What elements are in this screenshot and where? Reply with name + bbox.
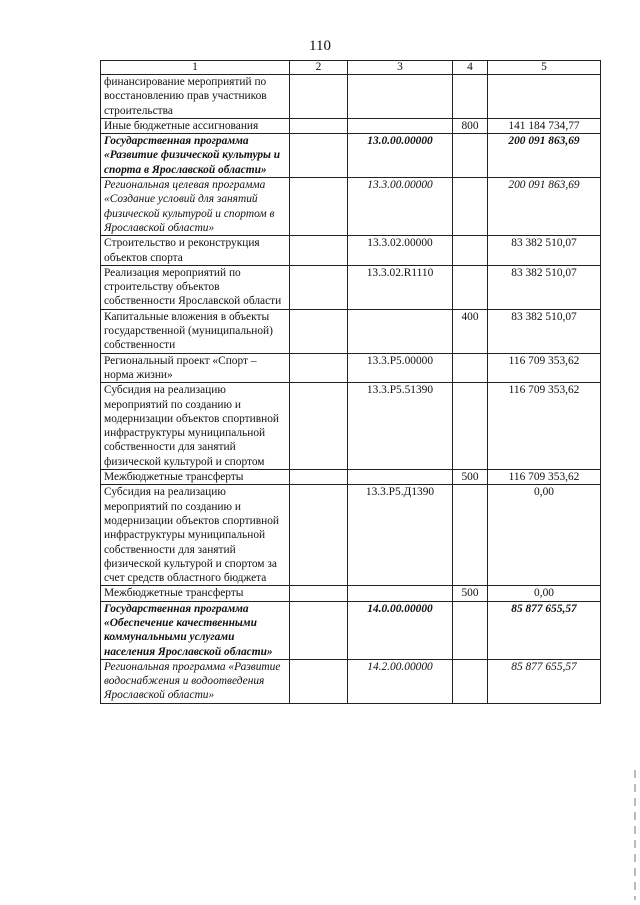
column-header-5: 5 bbox=[488, 61, 601, 75]
row-col2-cell bbox=[290, 601, 348, 659]
row-type-cell: 800 bbox=[453, 118, 488, 133]
row-type-cell bbox=[453, 75, 488, 119]
table-row bbox=[101, 75, 601, 119]
row-code-cell: 14.2.00.00000 bbox=[348, 659, 453, 703]
row-amount-cell bbox=[488, 75, 601, 119]
row-type-cell bbox=[453, 134, 488, 178]
column-header-1: 1 bbox=[101, 61, 290, 75]
row-col2-cell bbox=[290, 586, 348, 601]
row-name-cell: Региональная целевая программа «Создание условий для занятий физической культурой и спортом в Ярославской области» bbox=[101, 178, 290, 236]
row-col2-cell bbox=[290, 118, 348, 133]
row-type-cell bbox=[453, 601, 488, 659]
row-name-cell: Государственная программа «Обеспечение качественными коммунальными услугами населения Ярославской области» bbox=[101, 601, 290, 659]
row-col2-cell bbox=[290, 134, 348, 178]
row-col2-cell bbox=[290, 353, 348, 383]
row-name-cell: Субсидия на реализацию мероприятий по созданию и модернизации объектов спортивной инфраструктуры муниципальной собственности для занятий физической культурой и спортом bbox=[101, 383, 290, 470]
row-amount-cell: 116 709 353,62 bbox=[488, 470, 601, 485]
row-code-cell: 13.3.00.00000 bbox=[348, 178, 453, 236]
row-col2-cell bbox=[290, 659, 348, 703]
row-type-cell bbox=[453, 485, 488, 586]
row-code-cell bbox=[348, 309, 453, 353]
row-col2-cell bbox=[290, 383, 348, 470]
row-type-cell: 500 bbox=[453, 586, 488, 601]
row-type-cell bbox=[453, 383, 488, 470]
row-name-cell: финансирование мероприятий по восстановлению прав участников строительства bbox=[101, 75, 290, 119]
table-row bbox=[101, 265, 601, 309]
row-amount-cell: 83 382 510,07 bbox=[488, 265, 601, 309]
table-row bbox=[101, 470, 601, 485]
row-amount-cell: 83 382 510,07 bbox=[488, 236, 601, 266]
table-row bbox=[101, 309, 601, 353]
row-amount-cell: 85 877 655,57 bbox=[488, 601, 601, 659]
table-row bbox=[101, 601, 601, 659]
row-type-cell bbox=[453, 178, 488, 236]
row-col2-cell bbox=[290, 178, 348, 236]
table-row bbox=[101, 485, 601, 586]
row-code-cell bbox=[348, 75, 453, 119]
row-amount-cell: 0,00 bbox=[488, 586, 601, 601]
row-code-cell: 13.0.00.00000 bbox=[348, 134, 453, 178]
row-code-cell bbox=[348, 586, 453, 601]
row-code-cell bbox=[348, 118, 453, 133]
column-header-2: 2 bbox=[290, 61, 348, 75]
row-name-cell: Реализация мероприятий по строительству объектов собственности Ярославской области bbox=[101, 265, 290, 309]
row-amount-cell: 141 184 734,77 bbox=[488, 118, 601, 133]
row-code-cell: 14.0.00.00000 bbox=[348, 601, 453, 659]
row-name-cell: Субсидия на реализацию мероприятий по созданию и модернизации объектов спортивной инфраструктуры муниципальной собственности для занятий физической культурой и спортом за счет средств областного бюджета bbox=[101, 485, 290, 586]
table-header-row bbox=[101, 61, 601, 75]
row-amount-cell: 116 709 353,62 bbox=[488, 383, 601, 470]
row-code-cell: 13.3.02.R1110 bbox=[348, 265, 453, 309]
page-number: 110 bbox=[309, 38, 331, 54]
row-code-cell: 13.3.P5.51390 bbox=[348, 383, 453, 470]
row-col2-cell bbox=[290, 236, 348, 266]
table-row bbox=[101, 236, 601, 266]
scan-edge-mark bbox=[634, 770, 636, 900]
row-col2-cell bbox=[290, 470, 348, 485]
table-row bbox=[101, 586, 601, 601]
row-name-cell: Региональный проект «Спорт – норма жизни» bbox=[101, 353, 290, 383]
row-amount-cell: 116 709 353,62 bbox=[488, 353, 601, 383]
row-type-cell bbox=[453, 659, 488, 703]
row-name-cell: Капитальные вложения в объекты государственной (муниципальной) собственности bbox=[101, 309, 290, 353]
table-row bbox=[101, 353, 601, 383]
row-col2-cell bbox=[290, 265, 348, 309]
row-col2-cell bbox=[290, 485, 348, 586]
column-header-4: 4 bbox=[453, 61, 488, 75]
row-col2-cell bbox=[290, 309, 348, 353]
row-amount-cell: 0,00 bbox=[488, 485, 601, 586]
row-code-cell: 13.3.P5.00000 bbox=[348, 353, 453, 383]
row-type-cell bbox=[453, 353, 488, 383]
row-type-cell: 400 bbox=[453, 309, 488, 353]
row-amount-cell: 85 877 655,57 bbox=[488, 659, 601, 703]
row-type-cell bbox=[453, 265, 488, 309]
table-row bbox=[101, 659, 601, 703]
row-name-cell: Региональная программа «Развитие водоснабжения и водоотведения Ярославской области» bbox=[101, 659, 290, 703]
budget-table bbox=[100, 60, 601, 704]
row-code-cell: 13.3.02.00000 bbox=[348, 236, 453, 266]
row-code-cell bbox=[348, 470, 453, 485]
row-amount-cell: 200 091 863,69 bbox=[488, 178, 601, 236]
row-name-cell: Строительство и реконструкция объектов спорта bbox=[101, 236, 290, 266]
row-name-cell: Государственная программа «Развитие физической культуры и спорта в Ярославской области» bbox=[101, 134, 290, 178]
row-name-cell: Межбюджетные трансферты bbox=[101, 586, 290, 601]
column-header-3: 3 bbox=[348, 61, 453, 75]
row-amount-cell: 200 091 863,69 bbox=[488, 134, 601, 178]
row-name-cell: Иные бюджетные ассигнования bbox=[101, 118, 290, 133]
table-row bbox=[101, 118, 601, 133]
table-row bbox=[101, 134, 601, 178]
row-amount-cell: 83 382 510,07 bbox=[488, 309, 601, 353]
row-type-cell bbox=[453, 236, 488, 266]
table-row bbox=[101, 383, 601, 470]
row-type-cell: 500 bbox=[453, 470, 488, 485]
row-col2-cell bbox=[290, 75, 348, 119]
row-code-cell: 13.3.P5.Д1390 bbox=[348, 485, 453, 586]
row-name-cell: Межбюджетные трансферты bbox=[101, 470, 290, 485]
table-row bbox=[101, 178, 601, 236]
